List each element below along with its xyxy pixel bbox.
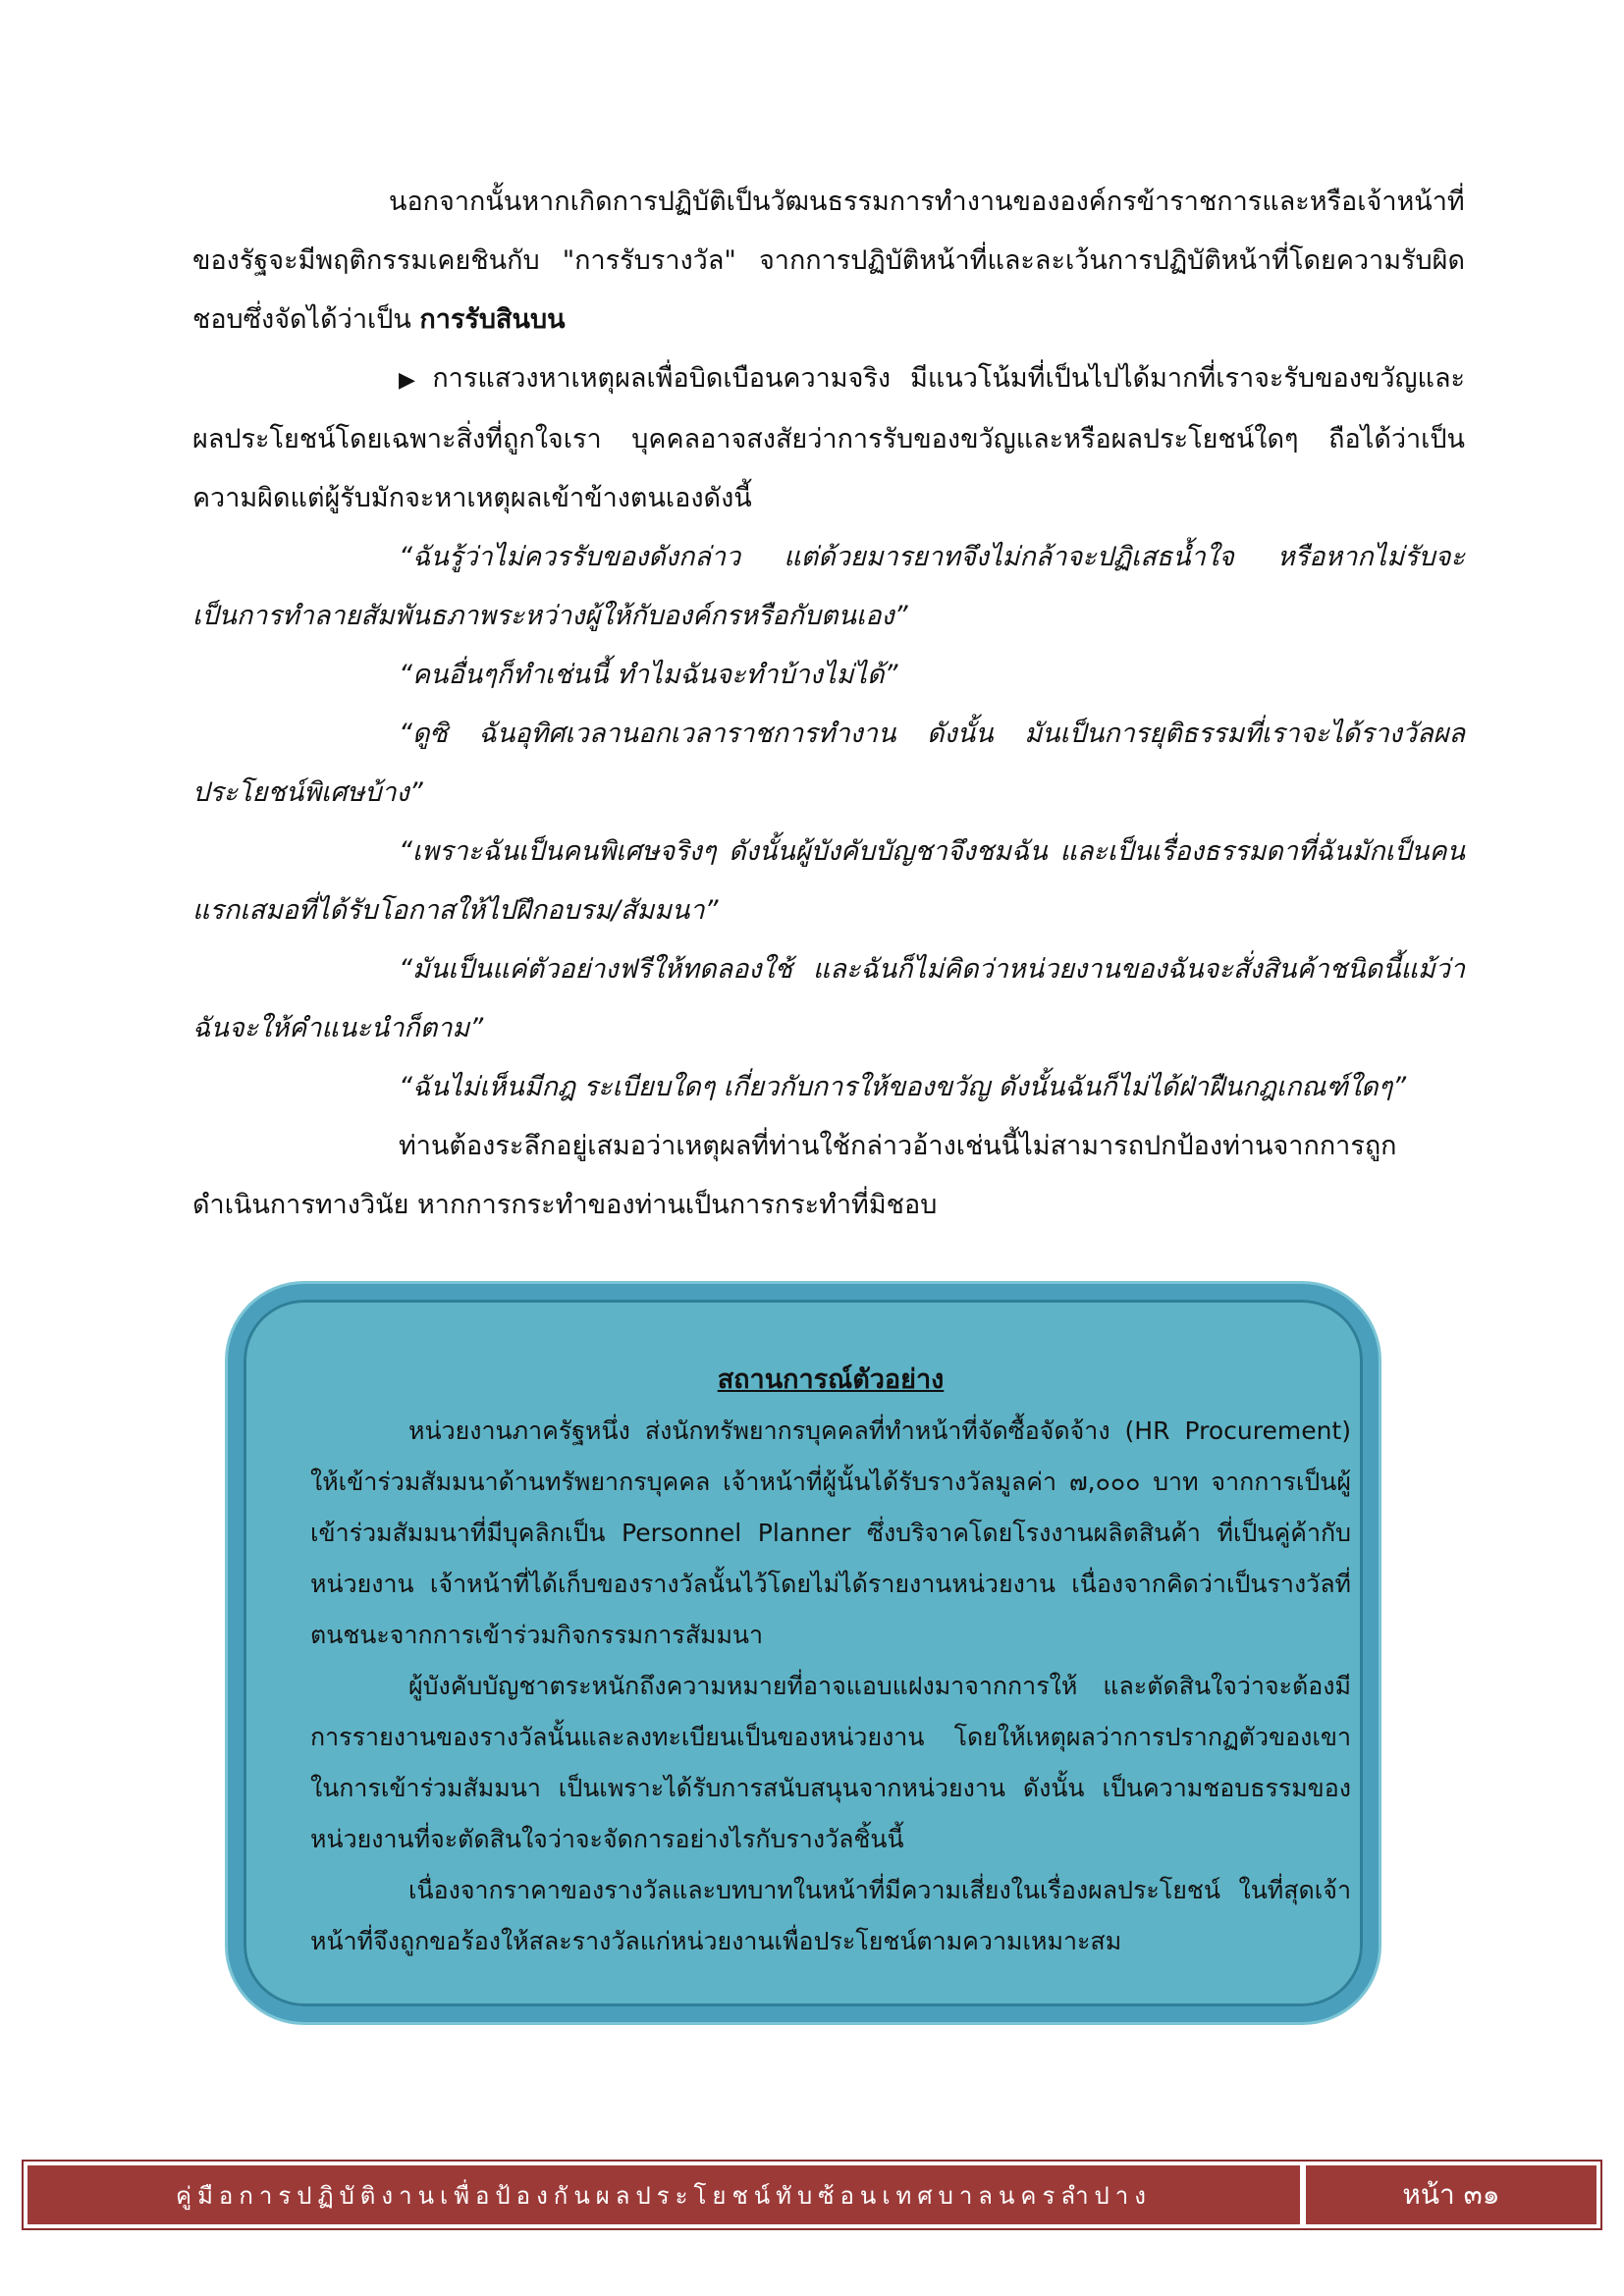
case-paragraph: เนื่องจากราคาของรางวัลและบทบาทในหน้าที่มีความเสี่ยงในเรื่องผลประโยชน์ ในที่สุดเจ้าหน้าที่จึงถูกขอร้องให้สละรางวัลแก่หน่วยงานเพื่อประโยชน์ตามความเหมาะสม	[310, 1876, 1351, 1955]
paragraph-intro-text: นอกจากนั้นหากเกิดการปฏิบัติเป็นวัฒนธรรมการทำงานขององค์กรข้าราชการและหรือเจ้าหน้าที่ของรัฐจะมีพฤติกรรมเคยชินกับ "การรับรางวัล" จากการปฏิบัติหน้าที่และละเว้นการปฏิบัติหน้าที่โดยความรับผิดชอบซึ่งจัดได้ว่าเป็น	[192, 187, 1465, 335]
case-example-content	[310, 1355, 1351, 1967]
footer-document-title: คู่มือการปฏิบัติงานเพื่อป้องกันผลประโยชน์ทับซ้อนเทศบาลนครลำปาง	[27, 2165, 1300, 2224]
paragraph-rationalization-text: การแสวงหาเหตุผลเพื่อบิดเบือนความจริง มีแนวโน้มที่เป็นไปได้มากที่เราจะรับของขวัญและผลประโยชน์โดยเฉพาะสิ่งที่ถูกใจเรา บุคคลอาจสงสัยว่าการรับของขวัญและหรือผลประโยชน์ใดๆ ถือได้ว่าเป็นความผิดแต่ผู้รับมักจะหาเหตุผลเข้าข้างตนเองดังนี้	[192, 363, 1465, 513]
case-paragraph: ผู้บังคับบัญชาตระหนักถึงความหมายที่อาจแอบแฝงมาจากการให้ และตัดสินใจว่าจะต้องมีการรายงานของรางวัลนั้นและลงทะเบียนเป็นของหน่วยงาน โดยให้เหตุผลว่าการปรากฏตัวของเขาในการเข้าร่วมสัมมนา เป็นเพราะได้รับการสนับสนุนจากหน่วยงาน ดังนั้น เป็นความชอบธรรมของหน่วยงานที่จะตัดสินใจว่าจะจัดการอย่างไรกับรางวัลชิ้นนี้	[310, 1672, 1351, 1853]
quote-item: “คนอื่นๆก็ทำเช่นนี้ ทำไมฉันจะทำบ้างไม่ได้”	[399, 660, 898, 690]
case-paragraph: หน่วยงานภาครัฐหนึ่ง ส่งนักทรัพยากรบุคคลที่ทำหน้าที่จัดซื้อจัดจ้าง (HR Procurement) ให้เข้าร่วมสัมมนาด้านทรัพยากรบุคคล เจ้าหน้าที่ผู้นั้นได้รับรางวัลมูลค่า ๗,๐๐๐ บาท จากการเป็นผู้เข้าร่วมสัมมนาที่มีบุคลิกเป็น Personnel Planner ซึ่งบริจาคโดยโรงงานผลิตสินค้า ที่เป็นคู่ค้ากับหน่วยงาน เจ้าหน้าที่ได้เก็บของรางวัลนั้นไว้โดยไม่ได้รายงานหน่วยงาน เนื่องจากคิดว่าเป็นรางวัลที่ตนชนะจากการเข้าร่วมกิจกรรมการสัมมนา	[310, 1416, 1351, 1649]
paragraph-conclusion: ท่านต้องระลึกอยู่เสมอว่าเหตุผลที่ท่านใช้กล่าวอ้างเช่นนี้ไม่สามารถปกป้องท่านจากการถูกดำเนินการทางวินัย หากการกระทำของท่านเป็นการกระทำที่มิชอบ	[192, 1131, 1397, 1220]
main-content	[192, 173, 1465, 1235]
triangle-right-icon: ▶	[399, 368, 427, 393]
quote-item: “เพราะฉันเป็นคนพิเศษจริงๆ ดังนั้นผู้บังคับบัญชาจึงชมฉัน และเป็นเรื่องธรรมดาที่ฉันมักเป็นคนแรกเสมอที่ได้รับโอกาสให้ไปฝึกอบรม/สัมมนา”	[192, 836, 1465, 926]
case-example-title: สถานการณ์ตัวอย่าง	[717, 1364, 945, 1395]
paragraph-rationalization	[192, 349, 1465, 528]
quote-item: “ฉันไม่เห็นมีกฎ ระเบียบใดๆ เกี่ยวกับการให้ของขวัญ ดังนั้นฉันก็ไม่ได้ฝ่าฝืนกฎเกณฑ์ใดๆ”	[399, 1072, 1407, 1102]
case-example-box	[228, 1284, 1379, 2022]
quote-item: “มันเป็นแค่ตัวอย่างฟรีให้ทดลองใช้ และฉันก็ไม่คิดว่าหน่วยงานของฉันจะสั่งสินค้าชนิดนี้แม้ว่าฉันจะให้คำแนะนำก็ตาม”	[192, 954, 1465, 1043]
quote-item: “ฉันรู้ว่าไม่ควรรับของดังกล่าว แต่ด้วยมารยาทจึงไม่กล้าจะปฏิเสธน้ำใจ หรือหากไม่รับจะเป็นการทำลายสัมพันธภาพระหว่างผู้ให้กับองค์กรหรือกับตนเอง”	[192, 542, 1465, 631]
paragraph-intro	[192, 173, 1465, 349]
quote-item: “ดูซิ ฉันอุทิศเวลานอกเวลาราชการทำงาน ดังนั้น มันเป็นการยุติธรรมที่เราจะได้รางวัลผลประโยชน์พิเศษบ้าง”	[192, 719, 1465, 808]
bribery-term: การรับสินบน	[419, 304, 566, 335]
page-footer	[22, 2160, 1602, 2230]
footer-page-number: หน้า ๓๑	[1306, 2165, 1597, 2224]
